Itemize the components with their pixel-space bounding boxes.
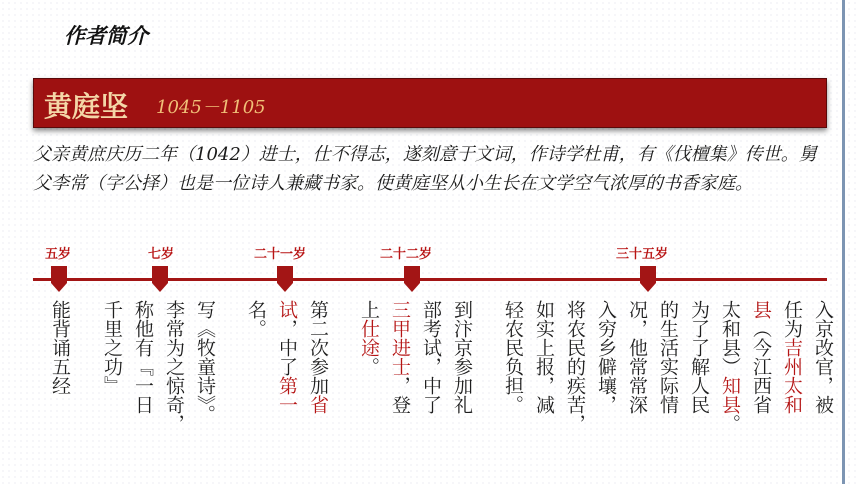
timeline-marker-21 <box>277 266 293 292</box>
text-column: 李常为之惊奇， <box>163 300 185 433</box>
highlight-text: 吉州太和 <box>781 338 803 414</box>
text-segment: （今江西省 <box>750 319 772 414</box>
text-column: 到汴京参加礼 <box>451 300 473 414</box>
text-segment: 第二次参加 <box>307 300 329 395</box>
highlight-text: 知县 <box>719 376 741 414</box>
text-column: 的生活实际情 <box>657 300 679 414</box>
highlight-text: 三甲进士 <box>389 300 411 376</box>
text-column <box>271 300 302 414</box>
intro-paragraph: 父亲黄庶庆历二年（1042）进士，仕不得志，遂刻意于文词，作诗学杜甫，有《伐檀集》传世。舅父李常（字公择）也是一位诗人兼藏书家。使黄庭坚从小生长在文学空气浓厚的书香家庭。 <box>33 144 817 194</box>
text-segment: 。 <box>358 357 380 376</box>
text-column: 入穷乡僻壤， <box>595 300 617 414</box>
highlight-text: 第一 <box>276 376 298 414</box>
text-column <box>302 300 333 414</box>
text-column: 如实上报，减 <box>533 300 555 414</box>
text-segment: ，中了 <box>276 319 298 376</box>
timeline-marker-5 <box>51 266 67 292</box>
text-column <box>714 300 745 433</box>
text-column: 能背诵五经 <box>49 300 71 395</box>
timeline-marker-22 <box>404 266 420 292</box>
author-name: 黄庭坚 <box>44 90 129 123</box>
text-column <box>384 300 415 414</box>
text-column <box>776 300 807 414</box>
text-column: 轻农民负担。 <box>502 300 524 414</box>
text-column: 将农民的疾苦， <box>564 300 586 433</box>
age-label-35: 三十五岁 <box>616 247 669 262</box>
text-column <box>745 300 776 414</box>
age-label-7: 七岁 <box>148 247 175 262</box>
text-column: 称他有『一日 <box>132 300 154 414</box>
text-column: 部考试，中了 <box>420 300 442 414</box>
text-segment: 上 <box>358 300 380 319</box>
text-segment: 任为 <box>781 300 803 338</box>
text-column <box>353 300 384 376</box>
timeline-marker-7 <box>152 266 168 292</box>
highlight-text: 省 <box>307 395 329 414</box>
highlight-text: 试 <box>276 300 298 319</box>
highlight-text: 仕途 <box>358 319 380 357</box>
section-heading: 作者简介 <box>64 24 148 48</box>
right-border-line <box>842 0 845 484</box>
text-segment: 。 <box>719 414 741 433</box>
text-segment: ，登 <box>389 376 411 414</box>
text-column: 为了了解人民 <box>688 300 710 414</box>
text-column: 千里之功』 <box>101 300 123 395</box>
author-years: 1045－1105 <box>156 97 266 118</box>
timeline-marker-35 <box>640 266 656 292</box>
age-label-22: 二十二岁 <box>380 247 433 262</box>
text-column: 写《牧童诗》。 <box>194 300 216 424</box>
title-banner <box>33 78 827 128</box>
highlight-text: 县 <box>750 300 772 319</box>
text-segment: 太和县） <box>719 300 741 376</box>
text-column: 况，他常常深 <box>626 300 648 414</box>
text-column: 名。 <box>245 300 267 338</box>
text-column: 入京改官，被 <box>812 300 834 414</box>
age-label-5: 五岁 <box>45 247 72 262</box>
age-label-21: 二十一岁 <box>254 247 307 262</box>
